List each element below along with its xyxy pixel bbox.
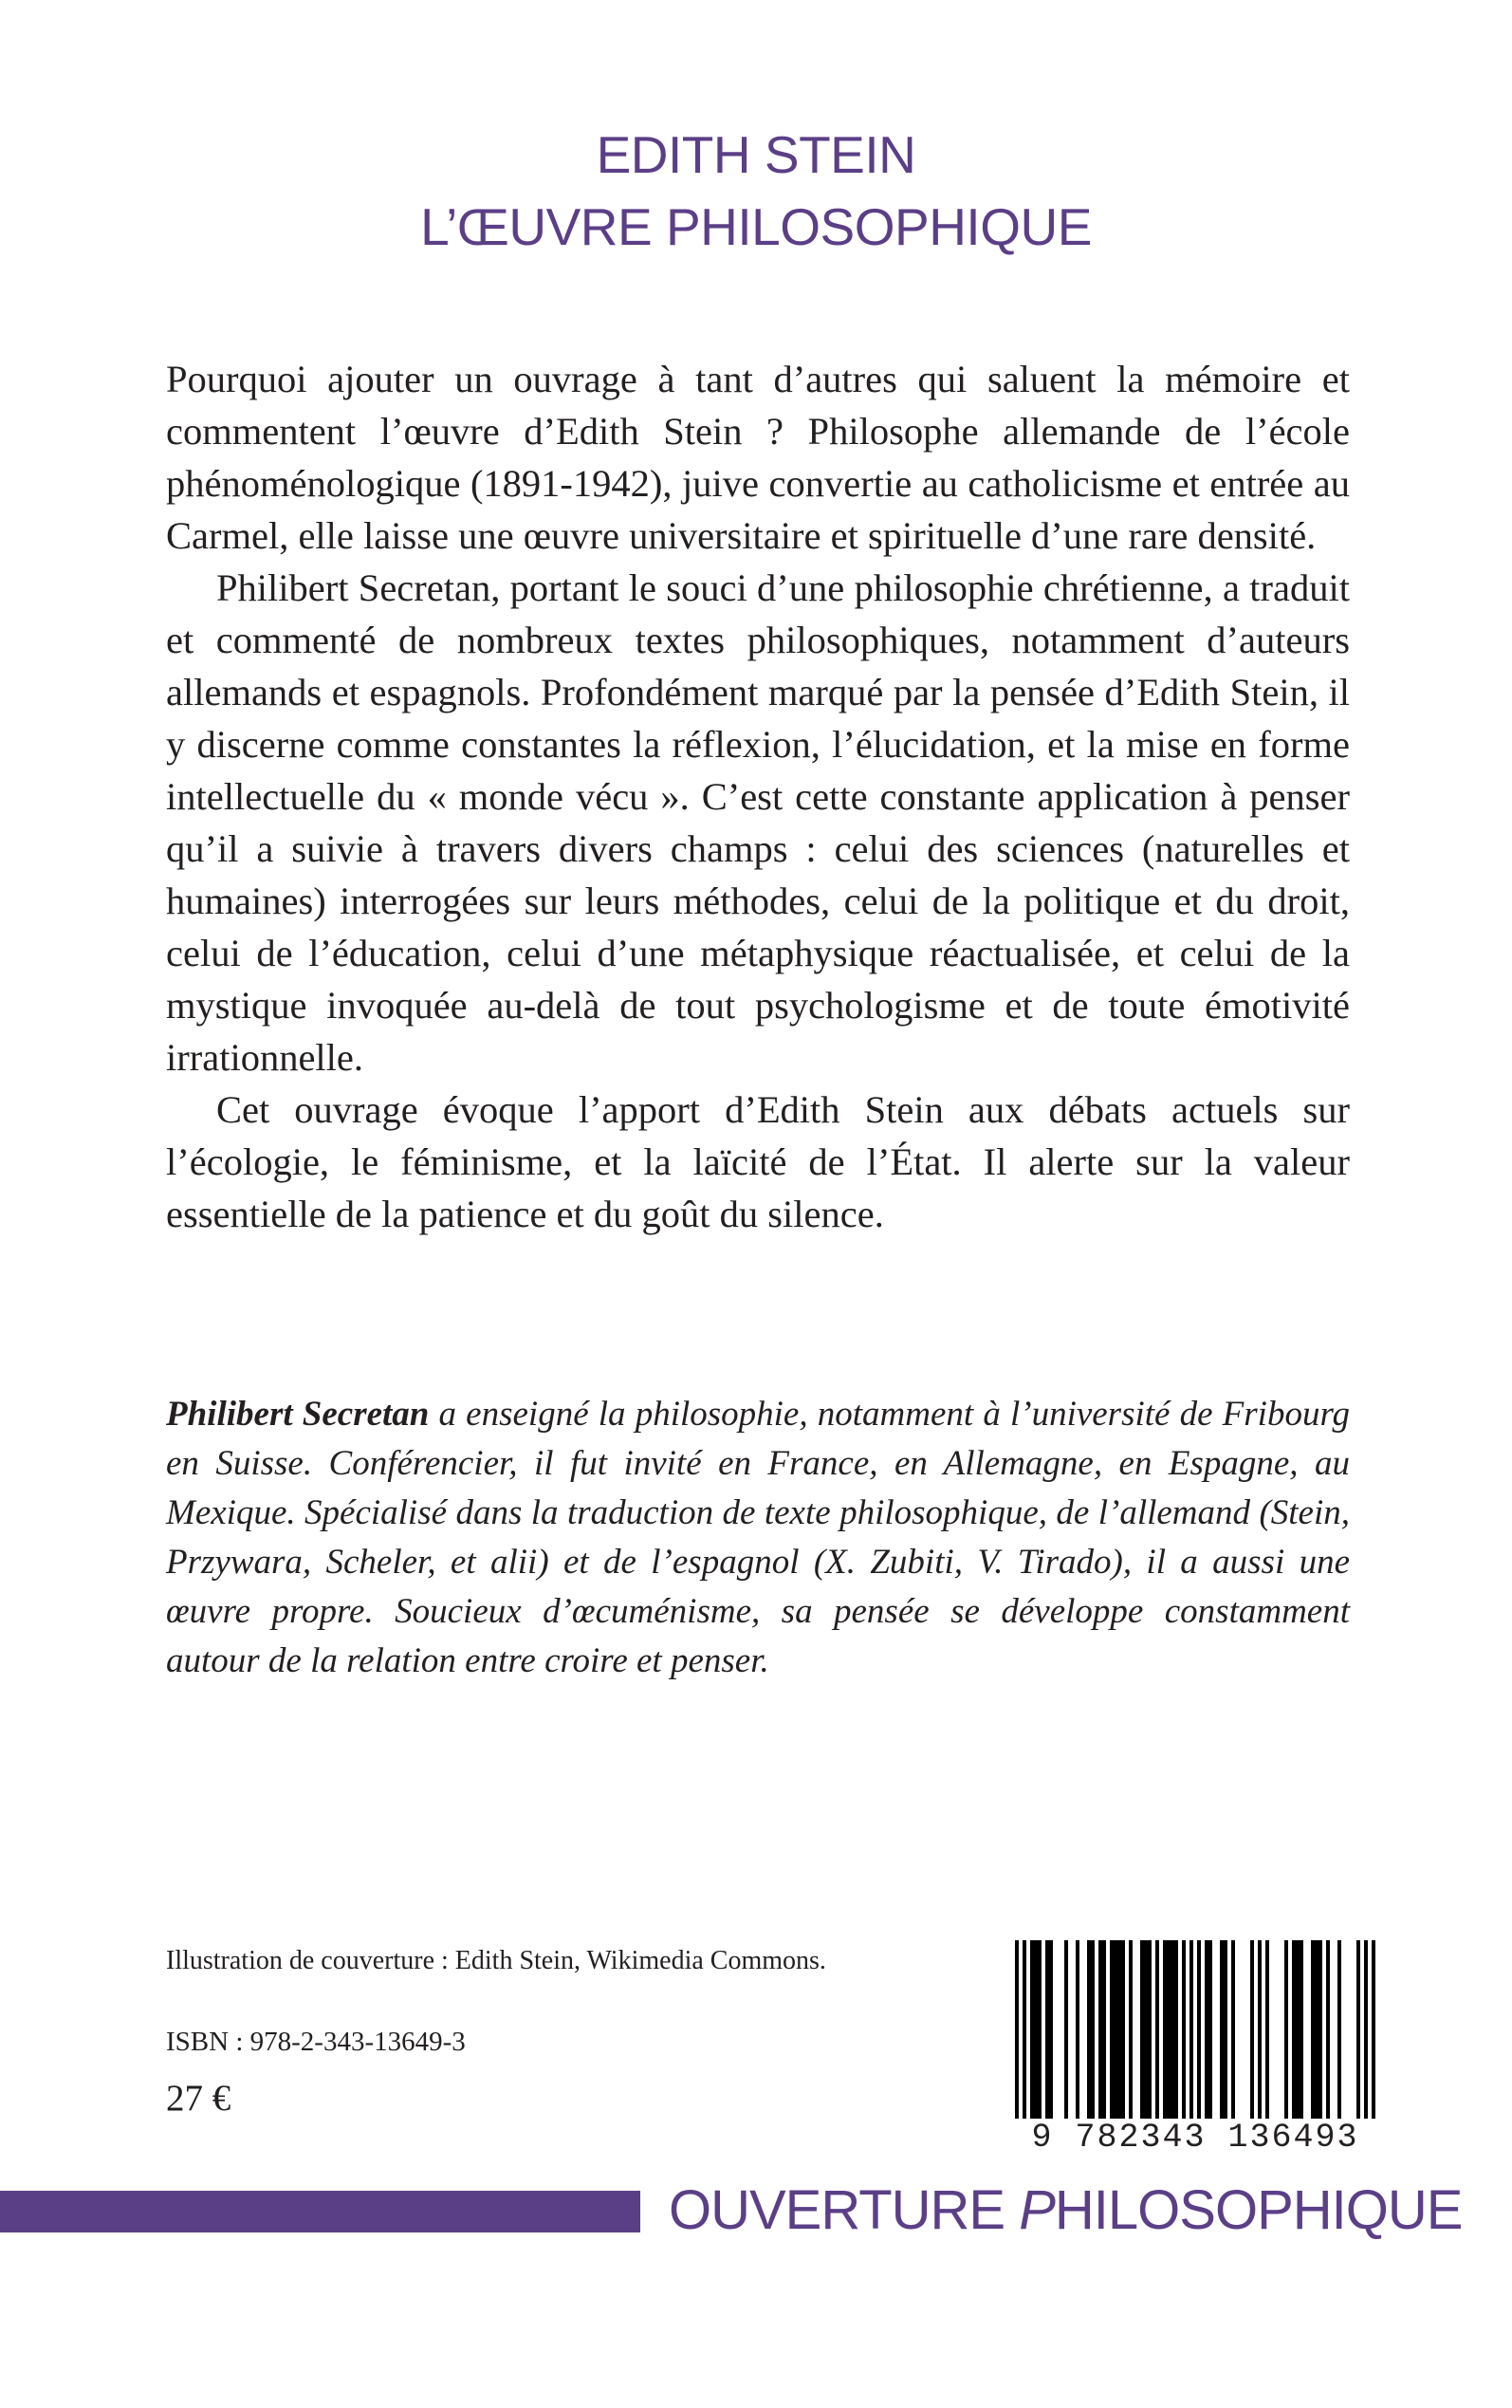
barcode-bar <box>1129 1940 1133 2119</box>
barcode-bar <box>1311 1940 1315 2119</box>
barcode-bar <box>1337 1940 1341 2119</box>
barcode-bar <box>1155 1940 1159 2119</box>
barcode-bar <box>1372 1940 1375 2130</box>
barcode-bar <box>1102 1940 1106 2119</box>
barcode-bar <box>1049 1940 1053 2119</box>
barcode-bar <box>1315 1940 1318 2119</box>
barcode-bar <box>1076 1940 1079 2119</box>
barcode-bar <box>1167 1940 1171 2119</box>
barcode-bar <box>1250 1940 1254 2119</box>
barcode-bar <box>1265 1940 1269 2119</box>
barcode-bar <box>1258 1940 1262 2119</box>
isbn: ISBN : 978-2-343-13649-3 <box>166 2027 466 2057</box>
barcode-bar <box>1087 1940 1091 2119</box>
barcode-bars <box>986 1940 1404 2130</box>
barcode-bar <box>1220 1940 1224 2119</box>
barcode-bar <box>1140 1940 1144 2119</box>
cover-illustration-credit: Illustration de couverture : Edith Stein, Wikimedia Commons. <box>166 1946 826 1975</box>
barcode-bar <box>1091 1940 1095 2119</box>
barcode-bar <box>1208 1940 1212 2119</box>
barcode-bar <box>1205 1940 1208 2119</box>
author-bio <box>166 1390 1350 1686</box>
barcode-bar <box>1098 1940 1102 2119</box>
synopsis <box>166 353 1350 1240</box>
synopsis-paragraph-1: Pourquoi ajouter un ouvrage à tant d’autres qui saluent la mémoire et commentent l’œuvre d’Edith Stein ? Philosophe allemande de l’école phénoménologique (1891-1942), juive convertie au catholicisme et entrée au Carmel, elle laisse une œuvre universitaire et spirituelle d’une rare densité. <box>166 358 1350 557</box>
author-bio-text: a enseigné la philosophie, notamment à l’université de Fribourg en Suisse. Conférencier, il fut invité en France, en Allemagne, en Espagne, au Mexique. Spécialisé dans la traduction de texte philosophique, de l’allemand (Stein, Przywara, Scheler, et alii) et de l’espagnol (X. Zubiti, V. Tirado), il a aussi une œuvre propre. Soucieux d’œcuménisme, sa pensée se développe constamment autour de la relation entre croire et penser. <box>166 1395 1350 1680</box>
author-name: Philibert Secretan <box>166 1395 430 1434</box>
barcode-bar <box>1284 1940 1288 2119</box>
barcode-bar <box>1300 1940 1303 2119</box>
series-color-band <box>0 2191 640 2232</box>
barcode-bar <box>1356 1940 1360 2119</box>
barcode-bar <box>1174 1940 1178 2119</box>
barcode-bar <box>1296 1940 1300 2119</box>
barcode-bar <box>1110 1940 1114 2119</box>
barcode-bar <box>1064 1940 1068 2119</box>
barcode-bar <box>1364 1940 1368 2130</box>
barcode-bar <box>1117 1940 1121 2119</box>
barcode-bar <box>1318 1940 1322 2119</box>
synopsis-paragraph-3: Cet ouvrage évoque l’apport d’Edith Stein aux débats actuels sur l’écologie, le féminisme, et la laïcité de l’État. Il alerte sur la valeur essentielle de la patience et du goût du silence. <box>166 1088 1350 1235</box>
barcode-bar <box>1030 1940 1034 2119</box>
barcode-bar <box>1144 1940 1148 2119</box>
title-line-work: L’ŒUVRE PHILOSOPHIQUE <box>420 197 1092 256</box>
barcode-bar <box>1038 1940 1042 2119</box>
barcode-bar <box>1045 1940 1049 2119</box>
synopsis-paragraph-2: Philibert Secretan, portant le souci d’une philosophie chrétienne, a traduit et commenté de nombreux textes philosophiques, notamment d’auteurs allemands et espagnols. Profondément marqué par la pensée d’Edith Stein, il y discerne comme constantes la réflexion, l’élucidation, et la mise en forme intellectuelle du « monde vécu ». C’est cette constante application à penser qu’il a suivie à travers divers champs : celui des sciences (naturelles et humaines) interrogées sur leurs méthodes, celui de la politique et du droit, celui de l’éducation, celui d’une métaphysique réactualisée, et celui de la mystique invoquée au-delà de tout psychologisme et de toute émotivité irrationnelle. <box>166 566 1350 1079</box>
barcode-bar <box>1121 1940 1125 2119</box>
barcode-bar <box>1171 1940 1174 2119</box>
barcode-bar <box>1292 1940 1296 2119</box>
title-line-author: EDITH STEIN <box>596 125 916 184</box>
barcode-bar <box>1163 1940 1167 2119</box>
barcode-bar <box>1224 1940 1227 2119</box>
barcode-bar <box>1148 1940 1152 2119</box>
barcode-digits: 9 782343 136493 <box>986 2119 1404 2157</box>
barcode <box>986 1940 1404 2158</box>
barcode-bar <box>1326 1940 1330 2119</box>
barcode-bar <box>1197 1940 1201 2130</box>
series-name: OUVERTURE PHILOSOPHIQUE <box>669 2179 1463 2241</box>
barcode-bar <box>1023 1940 1026 2130</box>
price: 27 € <box>166 2078 231 2119</box>
book-title <box>0 119 1512 263</box>
barcode-bar <box>1015 1940 1019 2130</box>
barcode-bar <box>1182 1940 1186 2119</box>
barcode-bar <box>1034 1940 1038 2119</box>
barcode-bar <box>1189 1940 1193 2130</box>
barcode-bar <box>1114 1940 1117 2119</box>
barcode-bar <box>1231 1940 1235 2119</box>
